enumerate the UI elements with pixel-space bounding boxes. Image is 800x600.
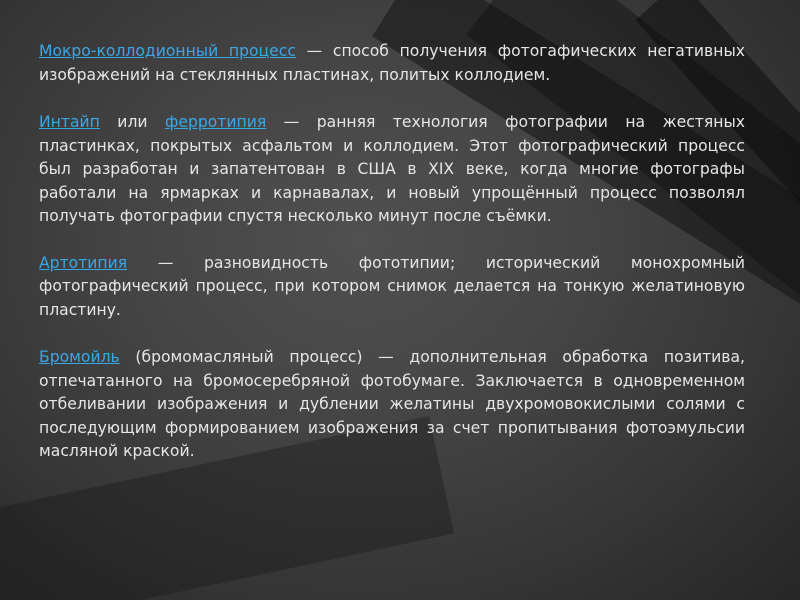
- paragraph-wet-collodion: [39, 40, 745, 87]
- paragraph-text: — разновидность фототипии; исторический монохромный фотографический процесс, при котором снимок делается на тонкую желатиновую пластину.: [39, 253, 745, 319]
- paragraph-text: (бромомасляный процесс) — дополнительная обработка позитива, отпечатанного на бромосеребряной фотобумаге. Заключается в одновременном отбеливании изображения и дублении желатины двухромовокислыми солями с последующим формированием изображения за счет пропитывания фотоэмульсии масляной краской.: [39, 348, 745, 460]
- paragraph-text: — способ получения фотогафических негативных изображений на стеклянных пластинах, политых коллодием.: [39, 42, 745, 84]
- link-bromoil[interactable]: Бромойль: [39, 348, 120, 366]
- link-ferrotype[interactable]: ферротипия: [165, 113, 267, 131]
- link-wet-collodion[interactable]: Мокро-коллодионный процесс: [39, 42, 296, 60]
- paragraph-text: — ранняя технология фотографии на жестяных пластинках, покрытых асфальтом и коллодием. Этот фотографический процесс был разработан и запатентован в США в XIX веке, когда многие фотографы работали на ярмарках и карнавалах, и новый упрощённый процесс позволял получать фотографии спустя несколько минут после съёмки.: [39, 113, 745, 225]
- paragraph-connector: или: [99, 113, 166, 131]
- slide-content: [39, 40, 745, 487]
- link-artotype[interactable]: Артотипия: [39, 253, 128, 272]
- paragraph-artotype: [39, 252, 745, 323]
- link-tintype[interactable]: Интайп: [39, 113, 100, 131]
- paragraph-tintype: [39, 111, 745, 229]
- paragraph-bromoil: [39, 346, 745, 464]
